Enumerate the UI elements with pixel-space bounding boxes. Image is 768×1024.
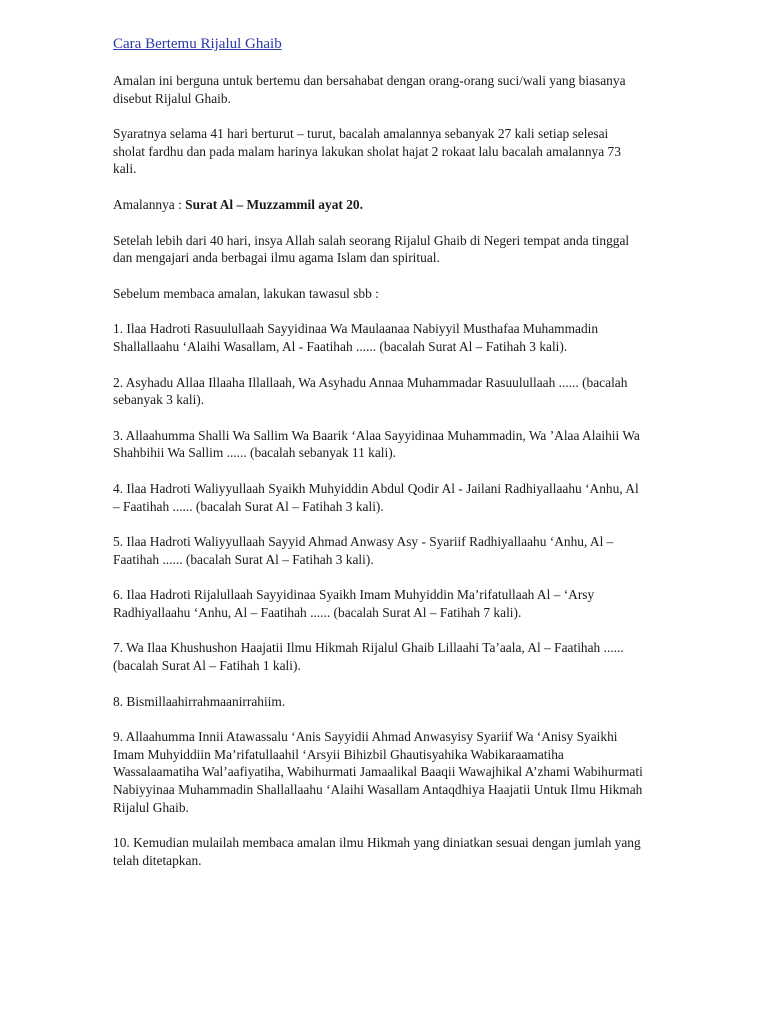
step-7: 7. Wa Ilaa Khushushon Haajatii Ilmu Hikmah Rijalul Ghaib Lillaahi Ta’aala, Al – Faatihah ...... (bacalah Surat Al – Fatihah 1 kali). (113, 640, 624, 674)
step-1: 1. Ilaa Hadroti Rasuulullaah Sayyidinaa Wa Maulaanaa Nabiyyil Musthafaa Muhammadin Shallallaahu ‘Alaihi Wasallam, Al - Faatihah ...... (bacalah Surat Al – Fatihah 3 kali). (113, 321, 599, 354)
step-4: 4. Ilaa Hadroti Waliyyullaah Syaikh Muhyiddin Abdul Qodir Al - Jailani Radhiyallaahu ‘Anhu, Al – Faatihah ...... (bacalah Surat Al – Fatihah 3 kali). (113, 480, 639, 514)
document-body (113, 34, 643, 887)
step-8: 8. Bismillaahirrahmaanirrahiim. (113, 693, 286, 709)
amalan-paragraph (113, 196, 643, 214)
step-10: 10. Kemudian mulailah membaca amalan ilmu Hikmah yang diniatkan sesuai dengan jumlah yang telah ditetapkan. (113, 835, 641, 868)
step-5: 5. Ilaa Hadroti Waliyyullaah Sayyid Ahmad Anwasy Asy - Syariif Radhiyallaahu ‘Anhu, Al – Faatihah ...... (bacalah Surat Al – Fatihah 3 kali). (113, 534, 614, 567)
amalan-label: Amalannya : (113, 196, 182, 212)
intro-paragraph: Amalan ini berguna untuk bertemu dan bersahabat dengan orang-orang suci/wali yang biasanya disebut Rijalul Ghaib. (113, 73, 626, 106)
step-6: 6. Ilaa Hadroti Rijalullaah Sayyidinaa Syaikh Imam Muhyiddin Ma’rifatullaah Al – ‘Arsy Radhiyallaahu ‘Anhu, Al – Faatihah ...... (bacalah Surat Al – Fatihah 7 kali). (113, 587, 595, 620)
step-3: 3. Allaahumma Shalli Wa Sallim Wa Baarik ‘Alaa Sayyidinaa Muhammadin, Wa ’Alaa Alaihii Wa Shahbihii Wa Sallim ...... (bacalah sebanyak 11 kali). (113, 427, 640, 461)
tawasul-intro: Sebelum membaca amalan, lakukan tawasul sbb : (113, 285, 379, 301)
step-2: 2. Asyhadu Allaa Illaaha Illallaah, Wa Asyhadu Annaa Muhammadar Rasuulullaah ...... (bacalah sebanyak 3 kali). (113, 374, 628, 408)
result-paragraph: Setelah lebih dari 40 hari, insya Allah salah seorang Rijalul Ghaib di Negeri tempat anda tinggal dan mengajari anda berbagai ilmu agama Islam dan spiritual. (113, 232, 630, 266)
document-title[interactable]: Cara Bertemu Rijalul Ghaib (113, 36, 282, 52)
amalan-value: Surat Al – Muzzammil ayat 20. (185, 196, 363, 212)
step-9: 9. Allaahumma Innii Atawassalu ‘Anis Sayyidii Ahmad Anwasyisy Syariif Wa ‘Anisy Syaikhi Imam Muhyiddiin Ma’rifatullaahil ‘Arsyii Bihizbil Ghautisyahika Wabikaraamatiha Wassalaamatiha Wal’aafiyatiha, Wabihurmati Jamaalikal Baaqii Wawajhikal A’zhami Wabihurmati Nabiyyinaa Muhammadin Shallallaahu ‘Alaihi Wasallam Antaqdhiya Haajatii Untuk Ilmu Hikmah Rijalul Ghaib. (113, 729, 643, 815)
requirements-paragraph: Syaratnya selama 41 hari berturut – turut, bacalah amalannya sebanyak 27 kali setiap selesai sholat fardhu dan pada malam harinya lakukan sholat hajat 2 rokaat lalu bacalah amalannya 73 kali. (113, 126, 621, 177)
